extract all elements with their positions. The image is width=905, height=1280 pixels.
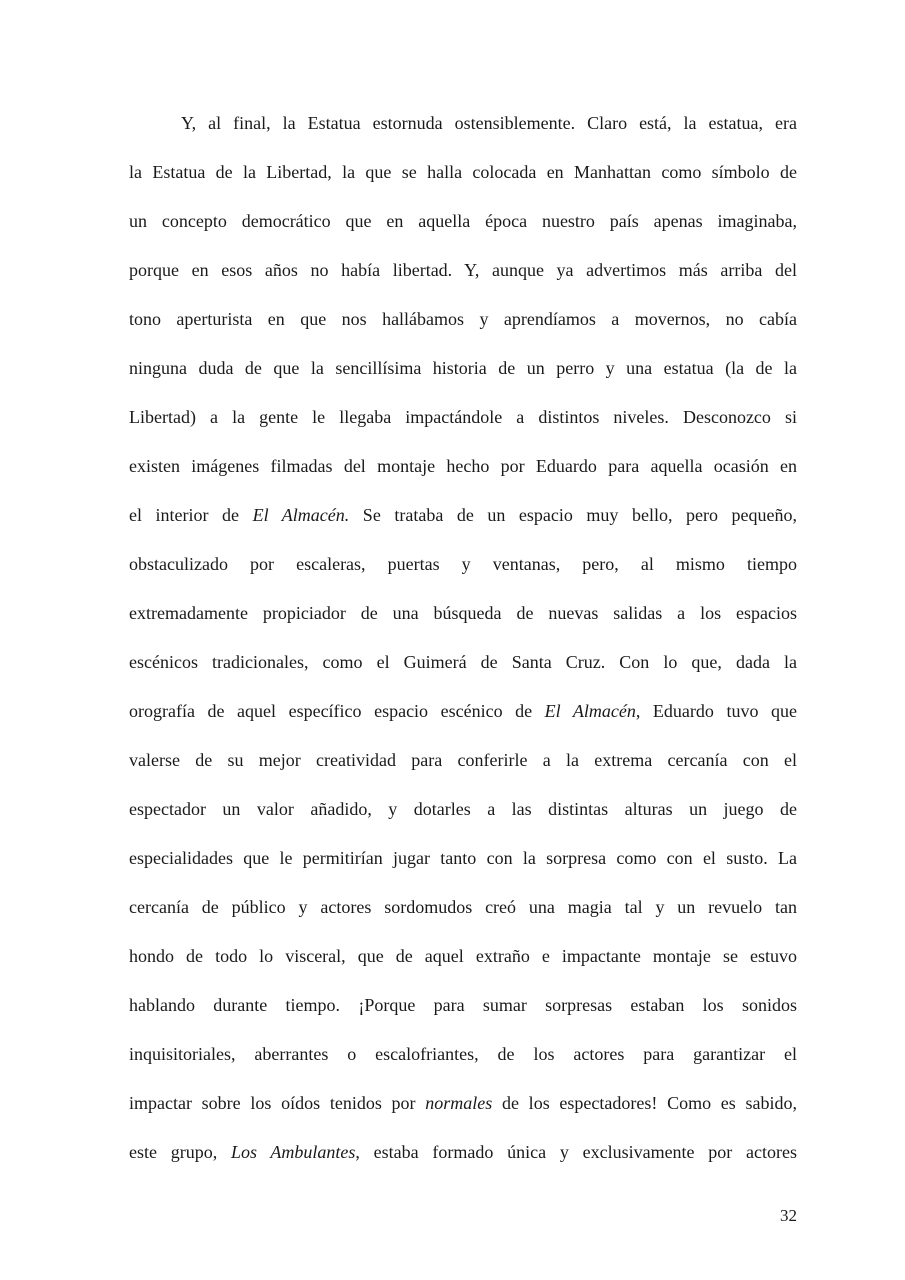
text-line [129,938,797,987]
text-line [129,742,797,791]
italic-title: El Almacén. [252,505,350,525]
text-segment: impactar sobre los oídos tenidos por [129,1093,426,1113]
text-line [129,301,797,350]
text-line [129,840,797,889]
text-segment: hondo de todo lo visceral, que de aquel extraño e impactante montaje se estuvo [129,946,797,966]
text-segment: un concepto democrático que en aquella época nuestro país apenas imaginaba, [129,211,797,231]
text-segment: , estaba formado única y exclusivamente por actores [355,1142,797,1162]
italic-title: El Almacén [544,701,636,721]
text-line [129,203,797,252]
text-segment: especialidades que le permitirían jugar tanto con la sorpresa como con el susto. La [129,848,797,868]
text-line [129,546,797,595]
text-line [129,644,797,693]
body-paragraph [129,105,797,1183]
italic-title: normales [425,1093,493,1113]
text-segment: cercanía de público y actores sordomudos creó una magia tal y un revuelo tan [129,897,797,917]
text-line [129,1036,797,1085]
text-line [129,1085,797,1134]
text-segment: ninguna duda de que la sencillísima historia de un perro y una estatua (la de la [129,358,797,378]
text-line [129,595,797,644]
text-segment: porque en esos años no había libertad. Y, aunque ya advertimos más arriba del [129,260,797,280]
text-line [129,399,797,448]
italic-title: Los Ambulantes [230,1142,356,1162]
text-line [129,889,797,938]
text-segment: Libertad) a la gente le llegaba impactándole a distintos niveles. Desconozco si [129,407,797,427]
text-line [129,987,797,1036]
text-segment: espectador un valor añadido, y dotarles a las distintas alturas un juego de [129,799,797,819]
text-segment: , Eduardo tuvo que [635,701,797,721]
text-segment: obstaculizado por escaleras, puertas y ventanas, pero, al mismo tiempo [129,554,797,574]
text-line [129,1134,797,1183]
text-line [129,693,797,742]
text-segment: este grupo, [129,1142,231,1162]
text-line [129,791,797,840]
text-line [129,350,797,399]
text-segment: hablando durante tiempo. ¡Porque para sumar sorpresas estaban los sonidos [129,995,797,1015]
text-segment: de los espectadores! Como es sabido, [492,1093,797,1113]
page-number: 32 [780,1206,797,1225]
text-segment: la Estatua de la Libertad, la que se halla colocada en Manhattan como símbolo de [129,162,797,182]
text-segment: extremadamente propiciador de una búsqueda de nuevas salidas a los espacios [129,603,797,623]
text-line [129,105,797,154]
text-line [129,448,797,497]
text-line [129,497,797,546]
text-line [129,154,797,203]
text-segment: valerse de su mejor creatividad para conferirle a la extrema cercanía con el [129,750,797,770]
text-line [129,252,797,301]
text-segment: orografía de aquel específico espacio escénico de [129,701,545,721]
text-segment: el interior de [129,505,253,525]
text-segment: inquisitoriales, aberrantes o escalofriantes, de los actores para garantizar el [129,1044,797,1064]
text-segment: escénicos tradicionales, como el Guimerá de Santa Cruz. Con lo que, dada la [129,652,797,672]
text-segment: existen imágenes filmadas del montaje hecho por Eduardo para aquella ocasión en [129,456,797,476]
text-segment: Y, al final, la Estatua estornuda ostensiblemente. Claro está, la estatua, era [181,113,797,133]
text-segment: Se trataba de un espacio muy bello, pero pequeño, [349,505,797,525]
text-segment: tono aperturista en que nos hallábamos y aprendíamos a movernos, no cabía [129,309,797,329]
